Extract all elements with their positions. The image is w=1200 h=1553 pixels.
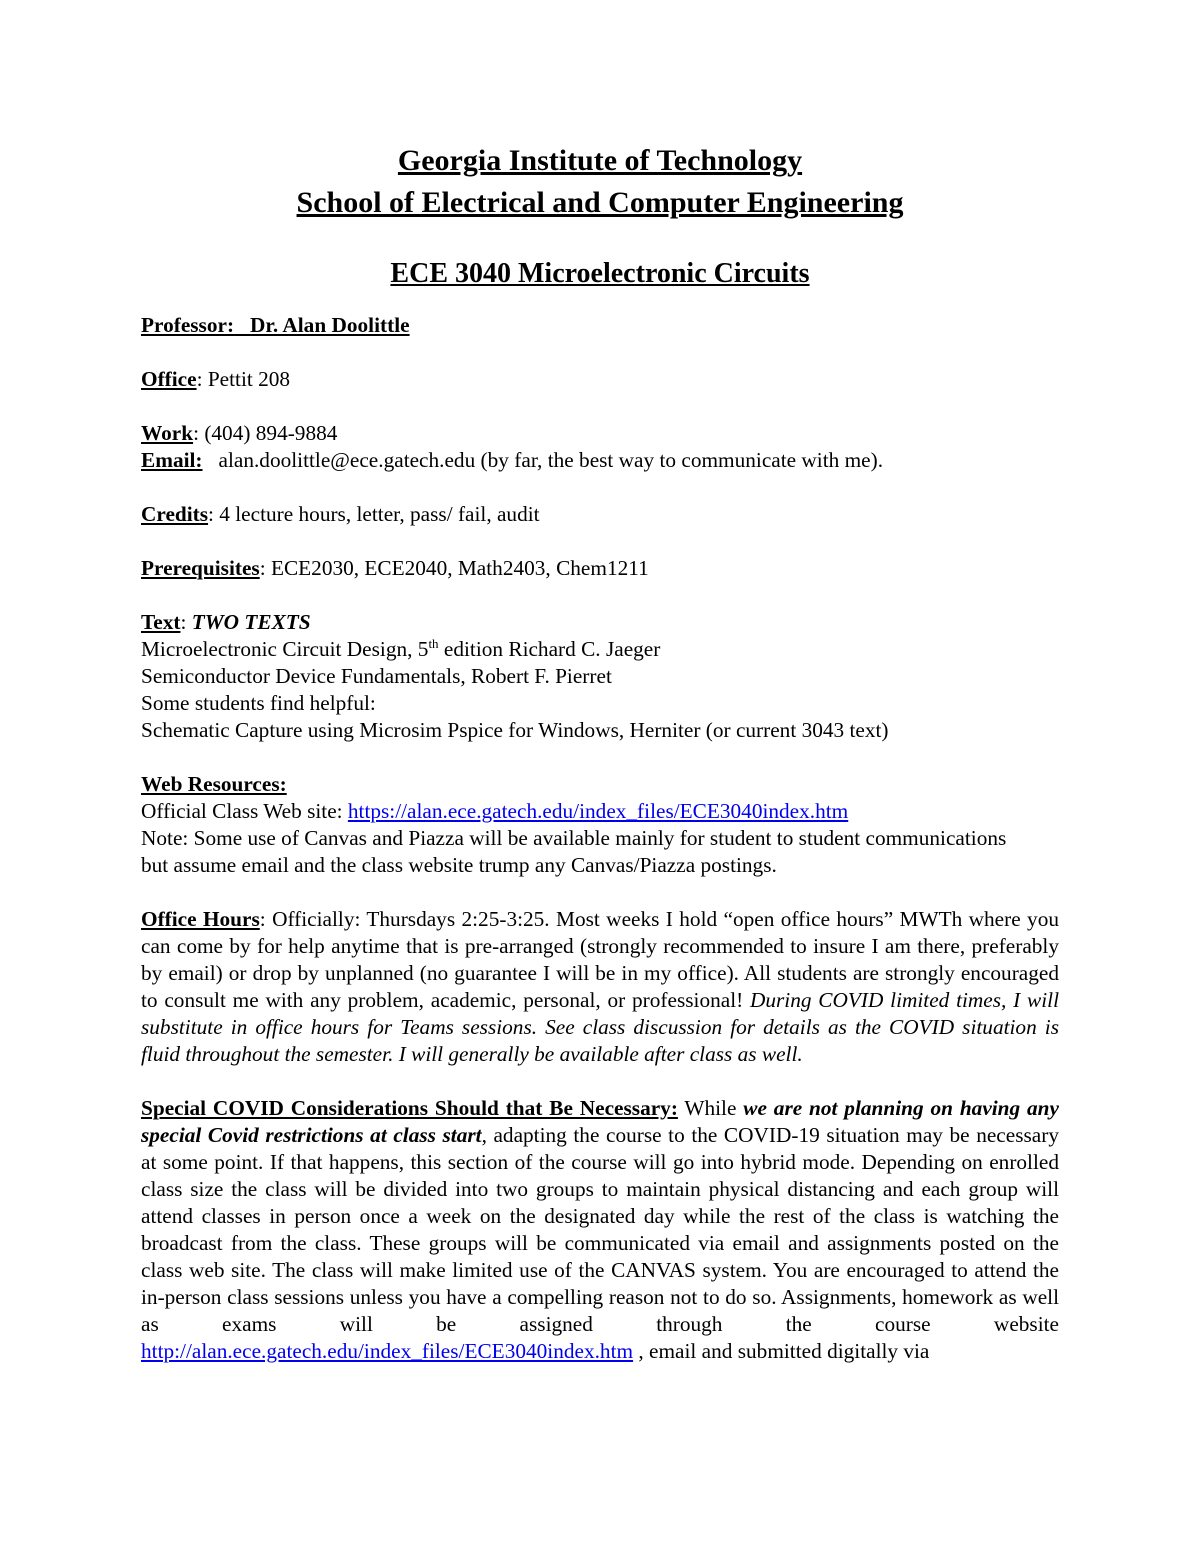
office-hours-text: : Officially: Thursdays 2:25-3:25. Most weeks I hold “open office hours” MWTh where you can come by for help anytime that is pre-arranged (strongly recommended to insure I am there, preferably by email) or drop by unplanned (no guarantee I will be in my office). All students are strongly encouraged to consult me with any problem, academic, personal, or professional! [141, 907, 1059, 1012]
institution-title: Georgia Institute of Technology [397, 144, 803, 177]
work-label: Work [141, 421, 194, 445]
covid-label: Special COVID Considerations Should that Be Necessary: [141, 1096, 678, 1120]
professor-line [141, 312, 1059, 339]
professor-label: Professor: [141, 313, 235, 337]
credits-label: Credits [141, 502, 209, 526]
prerequisites-value: : ECE2030, ECE2040, Math2403, Chem1211 [259, 556, 649, 580]
office-hours-italic: During COVID limited times, I will substitute in office hours for Teams sessions. See class discussion for details as the COVID situation is fluid throughout the semester. I will generally be available after class as well. [141, 988, 1059, 1066]
book-2: Semiconductor Device Fundamentals, Robert F. Pierret [141, 664, 612, 688]
office-value: : Pettit 208 [196, 367, 291, 391]
covid-while: While [677, 1096, 744, 1120]
email-line [141, 447, 1059, 474]
work-value: : (404) 894-9884 [193, 421, 338, 445]
work-line [141, 420, 1059, 447]
school-title: School of Electrical and Computer Engineering [296, 186, 904, 219]
text-line [141, 609, 1059, 636]
book-1-author: edition Richard C. Jaeger [438, 637, 661, 661]
web-note: Note: Some use of Canvas and Piazza will be available mainly for student to student communications but assume email and the class website trump any Canvas/Piazza postings. [141, 826, 1007, 877]
prerequisites-label: Prerequisites [141, 556, 260, 580]
professor-name: Dr. Alan Doolittle [250, 313, 410, 337]
helpful-note: Some students find helpful: [141, 691, 376, 715]
text-sep: : [180, 610, 192, 634]
text-label: Text [141, 610, 181, 634]
web-site-label: Official Class Web site: [141, 799, 348, 823]
covid-text: , adapting the course to the COVID-19 situation may be necessary at some point. If that happens, this section of the course will go into hybrid mode. Depending on enrolled class size the class will be divided into two groups to maintain physical distancing and each group will attend classes in person once a week on the designated day while the rest of the class is watching the broadcast from the class. These groups will be communicated via email and assignments posted on the class web site. The class will make limited use of the CANVAS system. You are encouraged to attend the in-person class sessions unless you have a compelling reason not to do so. Assignments, homework as well as exams will be assigned through the course website [141, 1123, 1059, 1336]
web-site-line [141, 798, 1059, 825]
text-value: TWO TEXTS [191, 610, 311, 634]
credits-value: : 4 lecture hours, letter, pass/ fail, audit [208, 502, 540, 526]
book-3: Schematic Capture using Microsim Pspice for Windows, Herniter (or current 3043 text) [141, 718, 889, 742]
covid-website-link[interactable]: http://alan.ece.gatech.edu/index_files/ECE3040index.htm [141, 1339, 634, 1363]
book-1-sup: th [428, 636, 439, 651]
web-resources-label: Web Resources: [141, 772, 287, 796]
book-1 [141, 636, 1059, 663]
covid-bold-italic: we are not planning on having any special Covid restrictions at class start [141, 1096, 1059, 1147]
credits-line [141, 501, 1059, 528]
class-website-link[interactable]: https://alan.ece.gatech.edu/index_files/ECE3040index.htm [347, 799, 849, 823]
office-hours-label: Office Hours [141, 907, 260, 931]
email-label: Email: [141, 448, 203, 472]
email-value: alan.doolittle@ece.gatech.edu (by far, the best way to communicate with me). [218, 448, 884, 472]
office-label: Office [141, 367, 197, 391]
book-1-title: Microelectronic Circuit Design, 5 [141, 637, 429, 661]
syllabus-page [141, 140, 1059, 1365]
course-title: ECE 3040 Microelectronic Circuits [390, 258, 810, 289]
prerequisites-line [141, 555, 1059, 582]
office-hours-paragraph [141, 906, 1059, 1068]
covid-tail: , email and submitted digitally via [633, 1339, 930, 1363]
covid-paragraph [141, 1095, 1059, 1365]
office-line [141, 366, 1059, 393]
